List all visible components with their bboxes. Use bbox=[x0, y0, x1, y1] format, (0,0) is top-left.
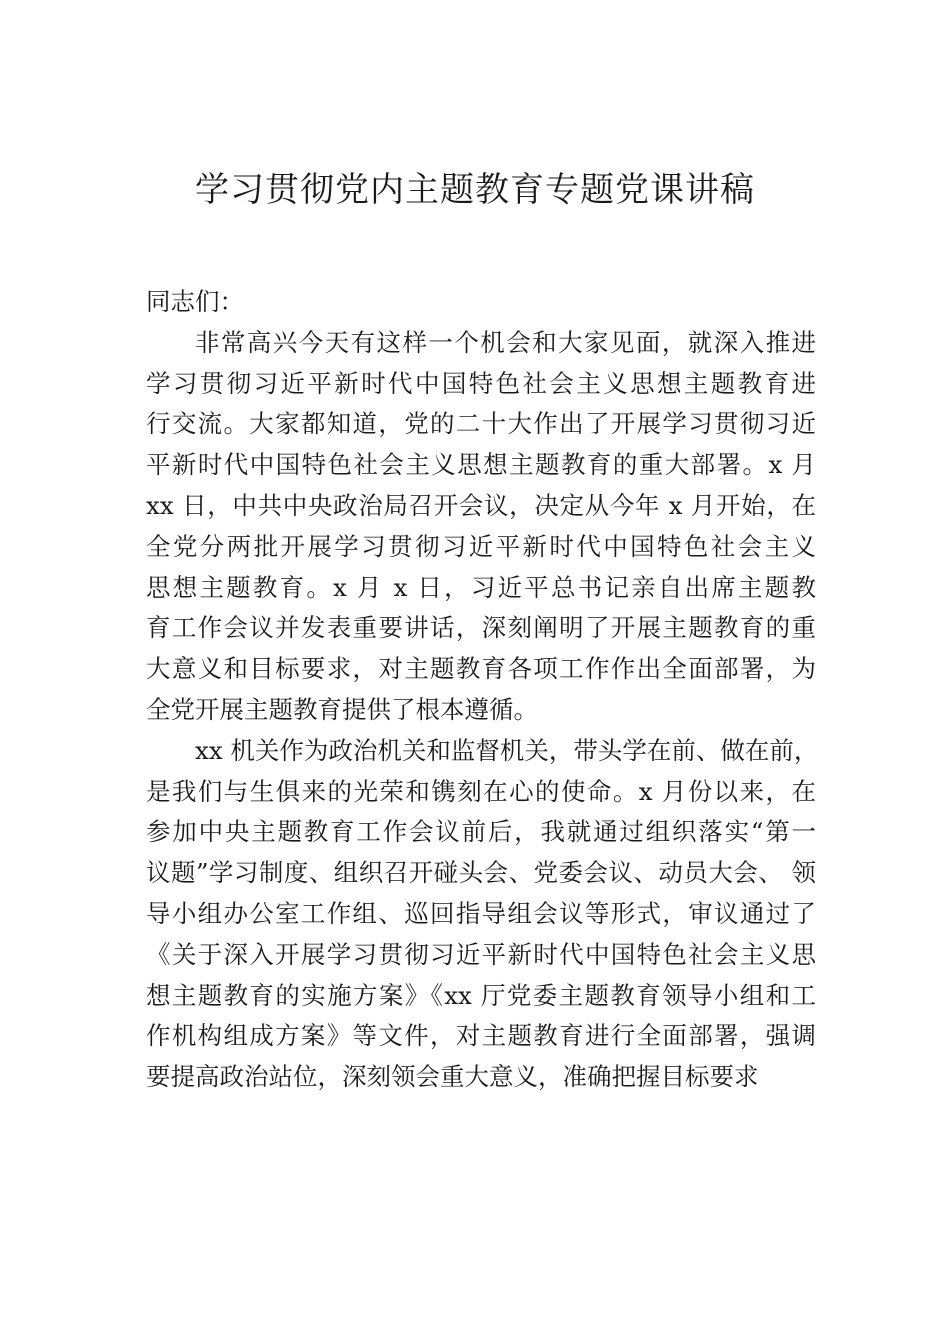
paragraph-line: 是我们与生俱来的光荣和镌刻在心的使命。x 月份以来，在 bbox=[146, 776, 816, 806]
salutation: 同志们： bbox=[146, 287, 244, 316]
paragraph-line: 作机构组成方案》等文件，对主题教育进行全面部署，强调 bbox=[146, 1021, 816, 1051]
paragraph-line: 议题”学习制度、组织召开碰头会、党委会议、动员大会、 领 bbox=[146, 858, 816, 888]
paragraph-line: 平新时代中国特色社会主义思想主题教育的重大部署。x 月 bbox=[146, 450, 816, 480]
paragraph-line: 大意义和目标要求，对主题教育各项工作作出全面部署，为 bbox=[146, 654, 816, 684]
paragraph-line: 《关于深入开展学习贯彻习近平新时代中国特色社会主义思 bbox=[146, 939, 816, 969]
paragraph-line: xx 机关作为政治机关和监督机关，带头学在前、做在前， bbox=[195, 735, 819, 765]
paragraph-1 bbox=[146, 323, 816, 731]
paragraph-line: 导小组办公室工作组、巡回指导组会议等形式，审议通过了 bbox=[146, 898, 816, 928]
document-body bbox=[146, 282, 819, 1098]
paragraph-line: 学习贯彻习近平新时代中国特色社会主义思想主题教育进 bbox=[146, 368, 816, 398]
paragraph-2 bbox=[146, 731, 819, 1098]
paragraph-line: 要提高政治站位，深刻领会重大意义，准确把握目标要求 bbox=[146, 1062, 759, 1092]
paragraph-line: xx 日，中共中央政治局召开会议，决定从今年 x 月开始，在 bbox=[146, 490, 816, 520]
paragraph-line: 育工作会议并发表重要讲话，深刻阐明了开展主题教育的重 bbox=[146, 613, 816, 643]
paragraph-line: 全党分两批开展学习贯彻习近平新时代中国特色社会主义 bbox=[146, 531, 816, 561]
paragraph-line: 非常高兴今天有这样一个机会和大家见面，就深入推进 bbox=[195, 327, 816, 357]
paragraph-line: 行交流。大家都知道，党的二十大作出了开展学习贯彻习近 bbox=[146, 409, 816, 439]
paragraph-line: 思想主题教育。x 月 x 日，习近平总书记亲自出席主题教 bbox=[146, 572, 816, 602]
paragraph-line: 全党开展主题教育提供了根本遵循。 bbox=[146, 694, 538, 724]
paragraph-line: 想主题教育的实施方案》《xx 厅党委主题教育领导小组和工 bbox=[146, 980, 816, 1010]
paragraph-line: 参加中央主题教育工作会议前后，我就通过组织落实“第一 bbox=[146, 817, 816, 847]
document-title: 学习贯彻党内主题教育专题党课讲稿 bbox=[195, 170, 755, 210]
